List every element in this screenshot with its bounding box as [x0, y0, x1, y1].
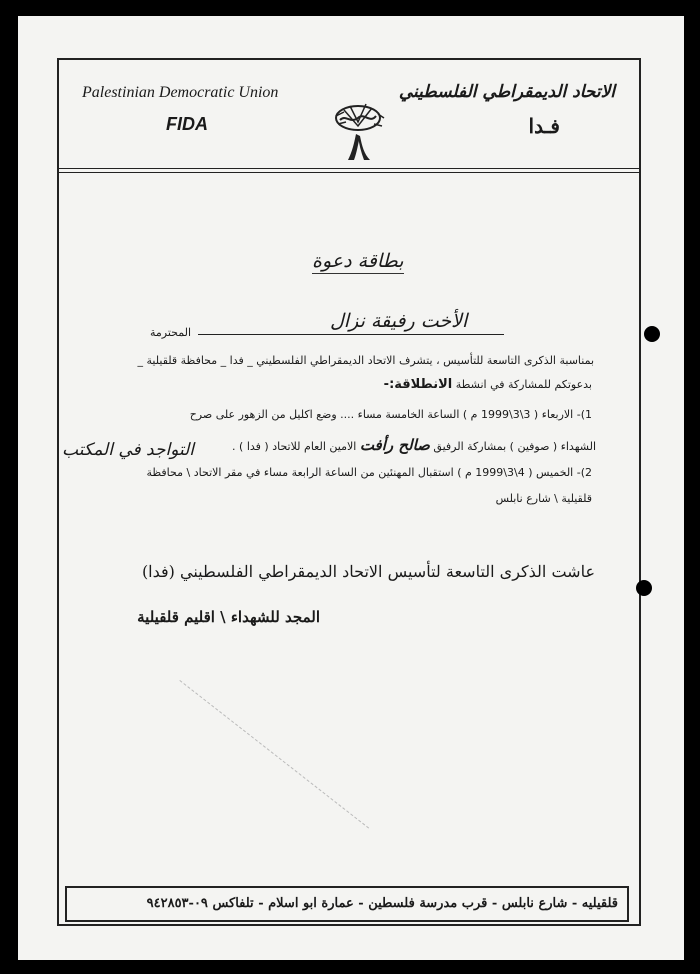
invitation-title: بطاقة دعوة [312, 250, 404, 272]
intro-line-2 [384, 377, 592, 392]
header-divider-2 [57, 172, 641, 173]
item-1-line-2-b: الامين العام للاتحاد ( فدا ) . [232, 440, 357, 453]
org-abbr-en: FIDA [166, 114, 208, 134]
item-2-line-1: 2)- الخميس ( 4\3\1999 م ) استقبال المهنئين من الساعة الرابعة مساء في مقر الاتحاد \ محافظة [146, 466, 592, 479]
addressee-suffix: المحترمة [150, 326, 192, 339]
intro-line-1: بمناسبة الذكرى التاسعة للتأسيس ، يتشرف الاتحاد الديمقراطي الفلسطيني _ فدا _ محافظة قلقيلية _ [137, 354, 594, 367]
closing-line-2: المجد للشهداء \ اقليم قلقيلية [137, 608, 320, 626]
org-abbr-ar: فـدا [528, 114, 560, 138]
item-1-line-2 [232, 436, 596, 454]
addressee-name: الأخت رفيقة نزال [330, 310, 468, 332]
item-2-line-2: قلقيلية \ شارع نابلس [495, 492, 592, 505]
punch-hole-top [644, 326, 660, 342]
intro-line-2-text: بدعوتكم للمشاركة في انشطة [455, 378, 592, 391]
handwritten-note: التواجد في المكتب [62, 440, 195, 460]
header-divider [57, 168, 641, 169]
org-name-en: Palestinian Democratic Union [82, 84, 279, 101]
item-1-line-1: 1)- الاربعاء ( 3\3\1999 م ) الساعة الخامسة مساء .... وضع اكليل من الزهور على صرح [189, 408, 592, 421]
closing-line-1: عاشت الذكرى التاسعة لتأسيس الاتحاد الديمقراطي الفلسطيني (فدا) [141, 562, 595, 581]
intro-line-2-bold: الانطلاقة:- [383, 377, 453, 392]
item-1-line-2-a: الشهداء ( صوفين ) بمشاركة الرفيق [433, 440, 596, 453]
org-name-ar: الاتحاد الديمقراطي الفلسطيني [398, 82, 615, 102]
punch-hole-bottom [636, 580, 652, 596]
footer-address: قلقيليه - شارع نابلس - قرب مدرسة فلسطين - عمارة ابو اسلام - تلفاكس ٠٩-٩٤٢٨٥٣ [146, 896, 618, 911]
addressee-line [198, 334, 504, 335]
olive-tree-icon [330, 96, 386, 164]
item-1-name: صالح رأفت [359, 436, 430, 454]
